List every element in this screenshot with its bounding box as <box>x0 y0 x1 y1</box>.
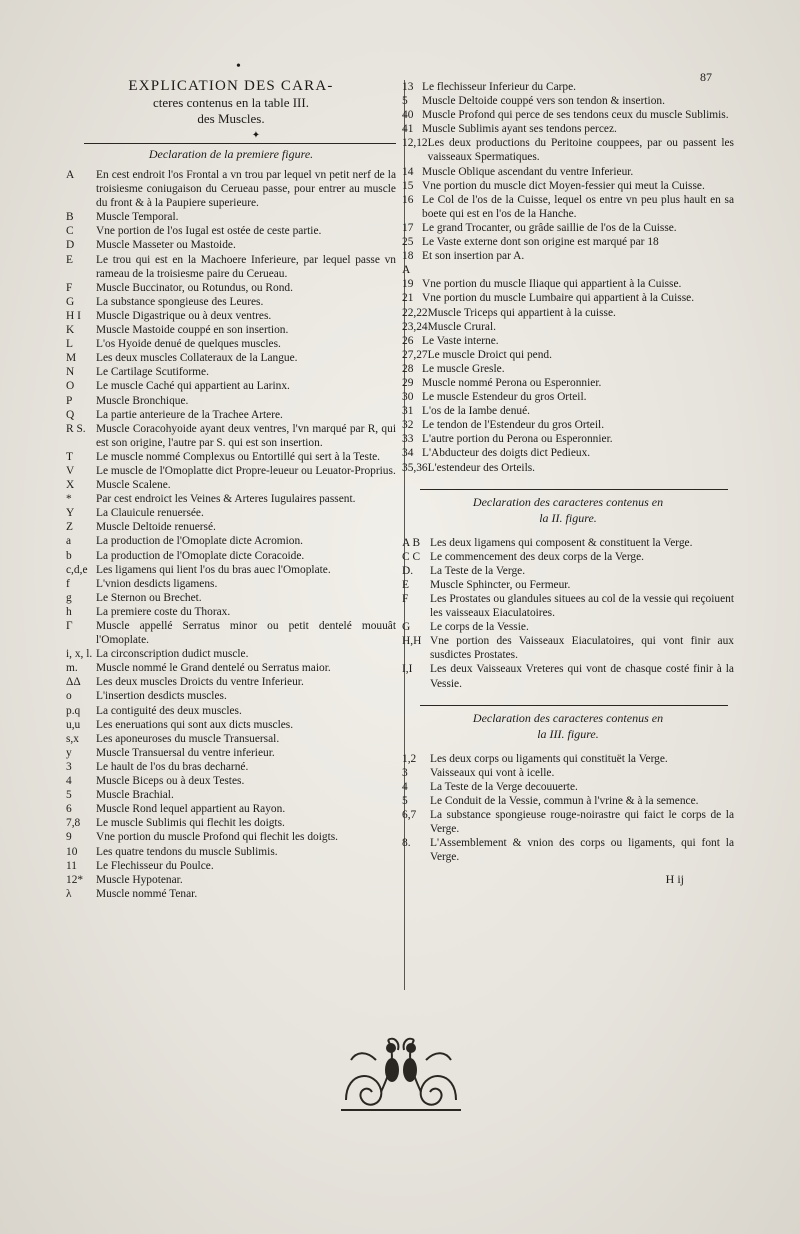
item-text: Muscle nommé le Grand dentelé ou Serratus maior. <box>96 662 331 675</box>
top-mark: • <box>236 59 241 74</box>
item-text: Le trou qui est en la Machoere Inferieure, par lequel passe vn rameau de la troisiesme paire du Cerueau. <box>96 253 396 280</box>
list-item <box>66 281 396 295</box>
list-item <box>402 362 734 376</box>
item-text: Muscle Rond lequel appartient au Rayon. <box>96 803 286 816</box>
list-item <box>66 675 396 689</box>
item-text: L'Abducteur des doigts dict Pedieux. <box>422 447 591 460</box>
list-item <box>402 165 734 179</box>
item-label: 5 <box>402 794 408 807</box>
item-label: 12,12 <box>402 137 428 150</box>
item-text: Muscle Deltoide renuersé. <box>96 521 216 534</box>
item-text: Muscle Sphincter, ou Fermeur. <box>430 578 571 591</box>
figure2-heading <box>402 494 734 526</box>
item-text: Muscle Mastoide couppé en son insertion. <box>96 324 289 337</box>
item-label: 34 <box>402 447 414 460</box>
list-item <box>66 718 396 732</box>
item-label: 28 <box>402 362 414 375</box>
list-item <box>402 320 734 334</box>
list-item <box>66 210 396 224</box>
list-item <box>66 464 396 478</box>
item-label: E <box>66 253 73 266</box>
figure3-heading-line1: Declaration des caracteres contenus en <box>472 710 664 725</box>
item-text: Le Conduit de la Vessie, commun à l'vrine & à la semence. <box>430 794 699 807</box>
item-text: L'autre portion du Perona ou Esperonnier. <box>422 433 613 446</box>
figure2-heading-line1: Declaration des caracteres contenus en <box>472 494 664 509</box>
item-label: Q <box>66 408 75 421</box>
item-label: h <box>66 605 72 618</box>
item-text: Muscle Hypotenar. <box>96 873 183 886</box>
item-label: Z <box>66 521 73 534</box>
item-text: Muscle Transuersal du ventre inferieur. <box>96 746 275 759</box>
item-text: La substance spongieuse rouge-noirastre qui faict le corps de la Verge. <box>430 809 734 836</box>
item-label: 27,27 <box>402 348 428 361</box>
list-item <box>66 549 396 563</box>
list-item <box>66 323 396 337</box>
list-item <box>66 689 396 703</box>
title-line-3: des Muscles. <box>197 111 265 126</box>
list-item <box>402 592 734 620</box>
list-item <box>66 774 396 788</box>
list-item <box>402 348 734 362</box>
list-item <box>66 760 396 774</box>
list-item <box>402 277 734 291</box>
title-ornament: ✦ <box>251 130 261 141</box>
figure2-heading-line2: la II. figure. <box>539 510 597 525</box>
list-item <box>402 578 734 592</box>
item-label: y <box>66 746 72 759</box>
list-item <box>402 376 734 390</box>
item-label: 14 <box>402 165 414 178</box>
list-item <box>402 752 734 766</box>
list-item <box>402 446 734 460</box>
list-item <box>66 859 396 873</box>
item-label: 3 <box>402 766 408 779</box>
item-text: Le flechisseur Inferieur du Carpe. <box>422 81 577 93</box>
item-label: P <box>66 394 73 407</box>
item-label: 5 <box>66 789 72 802</box>
item-label: 22,22 <box>402 306 428 319</box>
item-label: u,u <box>66 718 81 731</box>
item-text: Et son insertion par A. <box>422 250 525 263</box>
list-item <box>66 379 396 393</box>
list-item <box>402 634 734 662</box>
item-label: 6 <box>66 803 72 816</box>
item-label: I,I <box>402 663 413 676</box>
item-label: 35,36 <box>402 461 428 474</box>
item-text: Le Sternon ou Brechet. <box>96 591 202 604</box>
item-text: Vne portion du muscle Profond qui flechit les doigts. <box>96 831 339 844</box>
item-label: 4 <box>66 775 72 788</box>
list-item <box>402 662 734 690</box>
list-item <box>402 780 734 794</box>
list-item <box>402 461 734 475</box>
item-text: Muscle Masseter ou Mastoide. <box>96 239 236 252</box>
item-text: Les deux Vaisseaux Vreteres qui vont de chasque costé finir à la Vessie. <box>430 663 734 690</box>
list-item <box>66 295 396 309</box>
list-item <box>66 337 396 351</box>
item-text: Muscle Oblique ascendant du ventre Inferieur. <box>422 165 634 178</box>
item-label: 40 <box>402 109 414 122</box>
item-label: g <box>66 591 72 604</box>
item-label: 11 <box>66 859 77 872</box>
list-item <box>402 836 734 864</box>
list-item <box>66 619 396 647</box>
item-text: Le tendon de l'Estendeur du gros Orteil. <box>422 419 605 432</box>
left-column <box>66 78 396 901</box>
figure2-list <box>402 536 734 691</box>
item-label: m. <box>66 662 78 675</box>
item-text: Vne portion du muscle Lumbaire qui appartient à la Cuisse. <box>422 292 695 305</box>
item-text: Le grand Trocanter, ou grâde saillie de l'os de la Cuisse. <box>422 221 677 234</box>
item-label: F <box>66 281 73 294</box>
list-item <box>66 478 396 492</box>
item-text: Le muscle Gresle. <box>422 362 505 375</box>
list-item <box>66 168 396 210</box>
list-item <box>66 732 396 746</box>
item-text: Les eneruations qui sont aux dicts muscles. <box>96 718 294 731</box>
item-text: Vaisseaux qui vont à icelle. <box>430 766 555 779</box>
item-label: 29 <box>402 376 414 389</box>
list-item <box>66 253 396 281</box>
list-item <box>66 746 396 760</box>
item-label: X <box>66 479 75 492</box>
list-item <box>66 788 396 802</box>
list-item <box>66 563 396 577</box>
item-text: Les deux muscles Droicts du ventre Inferieur. <box>96 676 304 689</box>
item-text: Le Cartilage Scutiforme. <box>96 366 209 379</box>
figure1-heading: Declaration de la premiere figure. <box>148 147 314 161</box>
title-line-1: EXPLICATION DES CARA- <box>128 78 334 94</box>
list-item <box>66 887 396 901</box>
item-label: L <box>66 338 73 351</box>
item-text: Le Vaste externe dont son origine est marqué par 18 <box>422 236 659 249</box>
list-item <box>66 591 396 605</box>
item-label: 13 <box>402 81 414 93</box>
section-rule <box>420 705 728 706</box>
item-text: L'os de la Iambe denué. <box>422 405 531 418</box>
list-item <box>402 550 734 564</box>
list-item <box>66 661 396 675</box>
item-text: Par cest endroict les Veines & Arteres Iugulaires passent. <box>96 493 356 506</box>
item-text: Muscle Crural. <box>427 320 496 333</box>
list-item <box>66 309 396 323</box>
item-label: Γ <box>66 620 73 632</box>
item-text: Le commencement des deux corps de la Verge. <box>430 550 645 563</box>
list-item <box>402 122 734 136</box>
list-item <box>402 418 734 432</box>
page-number: 87 <box>700 70 712 84</box>
item-label: A B <box>402 536 421 549</box>
item-label: 23,24 <box>402 320 428 333</box>
item-text: Vne portion du muscle dict Moyen-fessier qui meut la Cuisse. <box>422 179 705 192</box>
item-text: La substance spongieuse des Leures. <box>96 295 264 308</box>
item-text: Muscle Buccinator, ou Rotundus, ou Rond. <box>96 281 293 294</box>
item-text: Les deux corps ou ligaments qui constituët la Verge. <box>430 752 668 765</box>
item-text: Les ligamens qui lient l'os du bras auec l'Omoplate. <box>96 563 331 576</box>
item-text: Muscle Brachial. <box>96 789 174 802</box>
item-label: G <box>402 621 411 634</box>
list-item <box>402 620 734 634</box>
item-text: L'vnion desdicts ligamens. <box>96 577 218 590</box>
list-item <box>402 564 734 578</box>
list-item <box>66 365 396 379</box>
figure1-continued-list <box>402 80 734 475</box>
list-item <box>402 794 734 808</box>
item-text: Le corps de la Vessie. <box>430 621 529 634</box>
item-text: Vne portion de l'os Iugal est ostée de ceste partie. <box>96 225 322 238</box>
item-text: La production de l'Omoplate dicte Coracoide. <box>96 549 305 562</box>
item-text: Muscle Profond qui perce de ses tendons ceux du muscle Sublimis. <box>422 109 729 122</box>
item-text: Le Flechisseur du Poulce. <box>96 859 214 872</box>
figure3-heading <box>402 710 734 742</box>
item-label: H,H <box>402 635 422 648</box>
item-text: Muscle Scalene. <box>96 479 171 492</box>
item-text: Le hault de l'os du bras decharné. <box>96 760 249 773</box>
item-text: Les aponeuroses du muscle Transuersal. <box>96 732 280 745</box>
item-text: La circonscription dudict muscle. <box>96 648 249 661</box>
list-item <box>402 766 734 780</box>
list-item <box>402 306 734 320</box>
item-text: Le muscle Estendeur du gros Orteil. <box>422 391 587 404</box>
item-label: λ <box>66 887 72 900</box>
list-item <box>402 404 734 418</box>
item-label: V <box>66 464 75 477</box>
item-label: 9 <box>66 831 72 844</box>
item-label: D <box>66 239 75 252</box>
item-text: Muscle nommé Tenar. <box>96 887 198 900</box>
list-item <box>66 520 396 534</box>
list-item <box>66 534 396 548</box>
list-item <box>66 704 396 718</box>
item-text: Muscle Biceps ou à deux Testes. <box>96 775 245 788</box>
item-label: 18 A <box>402 250 414 277</box>
figure3-heading-line2: la III. figure. <box>537 726 599 741</box>
list-item <box>66 224 396 238</box>
item-label: T <box>66 450 73 463</box>
item-label: O <box>66 380 75 393</box>
list-item <box>66 408 396 422</box>
list-item <box>66 394 396 408</box>
item-text: La premiere coste du Thorax. <box>96 605 231 618</box>
item-text: En cest endroit l'os Frontal a vn trou par lequel vn petit nerf de la troisiesme coniugaison du Cerueau passe, pour entrer au muscle du front & à la Paupiere superieure. <box>96 169 396 210</box>
list-item <box>402 221 734 235</box>
item-text: Vne portion des Vaisseaux Eiaculatoires, qui vont finir aux susdictes Prostates. <box>430 635 734 662</box>
item-text: Muscle Triceps qui appartient à la cuisse. <box>427 306 616 319</box>
list-item <box>402 235 734 249</box>
item-label: 32 <box>402 419 414 432</box>
list-item <box>66 816 396 830</box>
item-label: o <box>66 690 72 703</box>
item-label: * <box>66 493 72 506</box>
item-label: 19 <box>402 278 414 291</box>
item-label: i, x, l. <box>66 648 93 661</box>
item-label: 30 <box>402 391 414 404</box>
item-text: Muscle Coracohyoide ayant deux ventres, l'vn marqué par R, qui est son origine, l'autre par S. qui est son insertion. <box>96 422 396 449</box>
item-label: s,x <box>66 732 79 745</box>
list-item <box>402 179 734 193</box>
item-label: 26 <box>402 334 414 347</box>
item-text: Les Prostates ou glandules situees au col de la vessie qui reçoiuent les vaisseaux Eiaculatoires. <box>430 593 734 620</box>
item-label: 5 <box>402 95 408 108</box>
item-label: 21 <box>402 292 414 305</box>
item-text: L'os Hyoide denué de quelques muscles. <box>96 338 281 351</box>
item-text: Le muscle Caché qui appartient au Larinx. <box>96 380 290 393</box>
list-item <box>66 845 396 859</box>
item-text: Le Col de l'os de la Cuisse, lequel os entre vn peu plus hault en sa boete qui est en l'os de la Hanche. <box>422 193 734 220</box>
item-label: 6,7 <box>402 809 417 822</box>
item-label: E <box>402 578 409 591</box>
list-item <box>402 536 734 550</box>
item-label: 16 <box>402 193 414 206</box>
item-text: Les deux muscles Collateraux de la Langue. <box>96 352 298 365</box>
item-label: 10 <box>66 845 78 858</box>
list-item <box>66 506 396 520</box>
list-item <box>66 577 396 591</box>
section-rule <box>84 143 396 144</box>
item-text: La Teste de la Verge decouuerte. <box>430 780 578 793</box>
figure1-list <box>66 168 396 901</box>
list-item <box>66 605 396 619</box>
item-text: L'insertion desdicts muscles. <box>96 690 227 703</box>
item-text: La Clauicule renuersée. <box>96 507 204 520</box>
item-text: La production de l'Omoplate dicte Acromion. <box>96 535 304 548</box>
item-label: a <box>66 535 72 548</box>
item-label: 33 <box>402 433 414 446</box>
item-text: Vne portion du muscle Iliaque qui appartient à la Cuisse. <box>422 278 682 291</box>
item-text: L'Assemblement & vnion des corps ou ligaments, qui font la Verge. <box>430 837 734 864</box>
signature-mark: H ij <box>665 872 684 887</box>
list-item <box>402 291 734 305</box>
item-text: Les deux ligamens qui composent & constituent la Verge. <box>430 536 693 549</box>
item-label: A <box>66 169 75 181</box>
item-text: Muscle Digastrique ou à deux ventres. <box>96 309 272 322</box>
list-item <box>66 873 396 887</box>
item-text: L'estendeur des Orteils. <box>427 461 536 474</box>
item-text: Le muscle de l'Omoplatte dict Propre-leueur ou Leuator-Proprius. <box>96 464 396 477</box>
tailpiece-ornament <box>336 1030 466 1116</box>
item-label: B <box>66 211 74 224</box>
item-label: 3 <box>66 760 72 773</box>
item-text: La partie anterieure de la Trachee Artere. <box>96 408 283 421</box>
item-label: K <box>66 324 75 337</box>
item-text: Le muscle nommé Complexus ou Entortillé qui sert à la Teste. <box>96 450 381 463</box>
list-item <box>402 80 734 94</box>
list-item <box>66 422 396 450</box>
figure3-list <box>402 752 734 865</box>
item-label: ΔΔ <box>66 676 81 689</box>
item-text: La Teste de la Verge. <box>430 564 526 577</box>
item-text: Muscle Sublimis ayant ses tendons percez. <box>422 123 617 136</box>
item-text: Muscle Bronchique. <box>96 394 189 407</box>
item-text: Muscle Deltoide couppé vers son tendon & insertion. <box>422 95 665 108</box>
item-label: Y <box>66 507 75 520</box>
item-label: 41 <box>402 123 414 136</box>
list-item <box>402 390 734 404</box>
item-label: 12* <box>66 873 84 886</box>
item-text: Les deux productions du Peritoine couppees, par ou passent les vaisseaux Spermatiques. <box>427 137 734 164</box>
item-label: 15 <box>402 179 414 192</box>
item-label: 8. <box>402 837 411 850</box>
list-item <box>402 249 734 277</box>
item-label: 1,2 <box>402 752 417 765</box>
item-label: 4 <box>402 780 408 793</box>
item-text: Le Vaste interne. <box>422 334 499 347</box>
item-label: 7,8 <box>66 817 81 830</box>
section-rule <box>420 489 728 490</box>
list-item <box>66 450 396 464</box>
list-item <box>402 193 734 221</box>
item-label: D. <box>402 564 414 577</box>
list-item <box>66 238 396 252</box>
item-label: C <box>66 225 74 238</box>
list-item <box>402 108 734 122</box>
list-item <box>402 136 734 164</box>
list-item <box>402 94 734 108</box>
item-label: H I <box>66 309 81 322</box>
list-item <box>66 647 396 661</box>
item-label: 31 <box>402 405 414 418</box>
item-text: Les quatre tendons du muscle Sublimis. <box>96 845 278 858</box>
list-item <box>66 492 396 506</box>
item-label: b <box>66 549 72 562</box>
item-label: C C <box>402 550 421 563</box>
item-text: La contiguité des deux muscles. <box>96 704 242 717</box>
item-text: Muscle Temporal. <box>96 211 179 224</box>
list-item <box>66 830 396 844</box>
item-label: 25 <box>402 236 414 249</box>
page-title <box>66 78 396 127</box>
item-label: N <box>66 366 75 379</box>
item-text: Muscle nommé Perona ou Esperonnier. <box>422 376 602 389</box>
list-item <box>66 351 396 365</box>
item-label: 17 <box>402 221 414 234</box>
list-item <box>402 808 734 836</box>
item-label: c,d,e <box>66 563 88 576</box>
list-item <box>66 802 396 816</box>
item-text: Le muscle Droict qui pend. <box>427 348 552 361</box>
item-label: R S. <box>66 422 86 435</box>
right-column <box>402 80 734 887</box>
list-item <box>402 432 734 446</box>
item-label: f <box>66 577 70 590</box>
list-item <box>402 334 734 348</box>
item-text: Muscle appellé Serratus minor ou petit dentelé mouuât l'Omoplate. <box>96 620 396 647</box>
item-label: p.q <box>66 704 81 717</box>
item-label: M <box>66 352 77 365</box>
title-line-2: cteres contenus en la table III. <box>153 95 309 110</box>
item-label: F <box>402 593 409 605</box>
item-text: Le muscle Sublimis qui flechit les doigts. <box>96 817 285 830</box>
item-label: G <box>66 295 75 308</box>
